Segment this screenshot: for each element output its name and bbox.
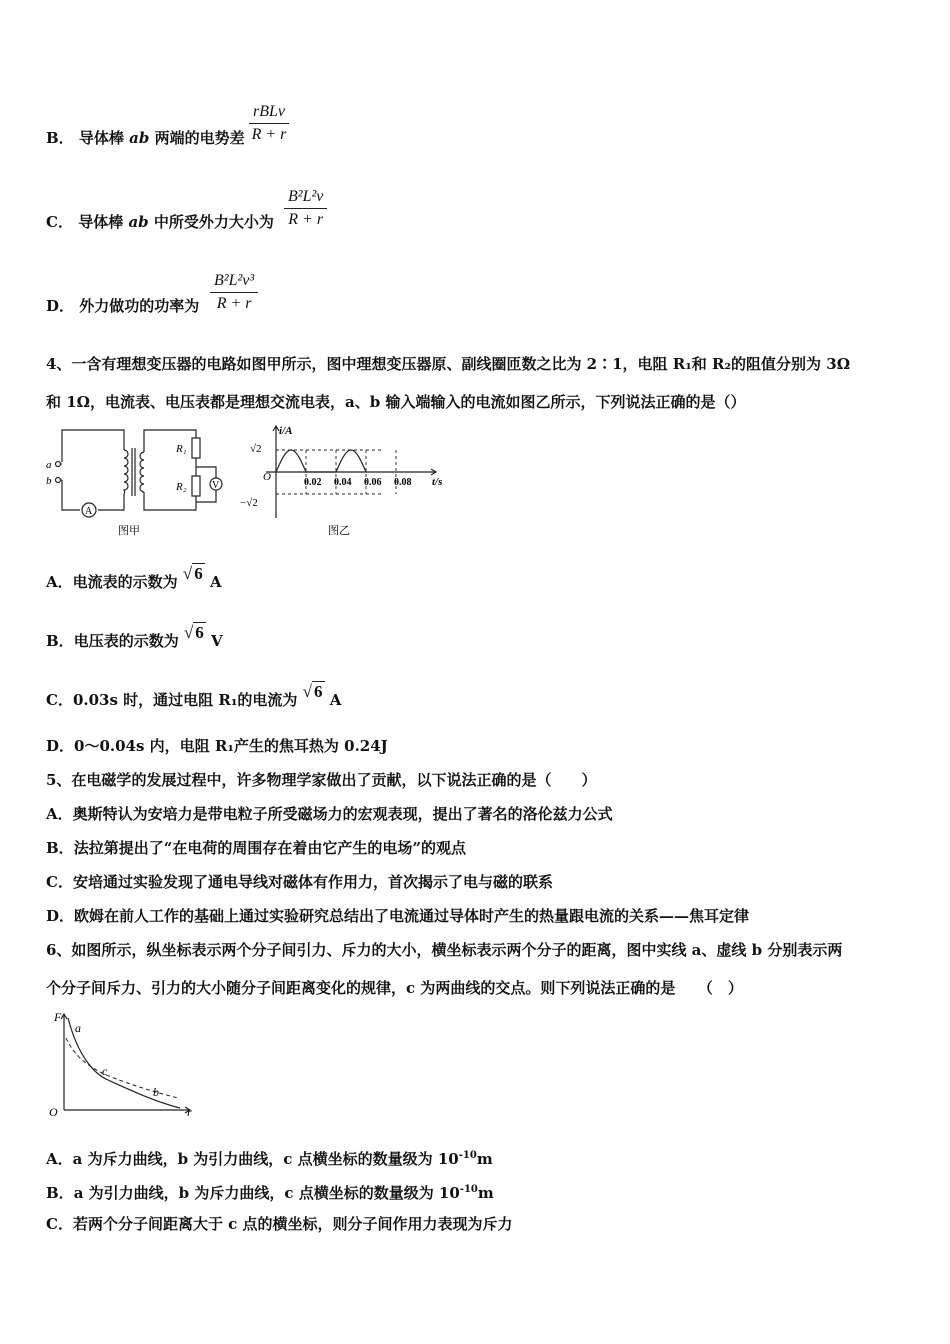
figure-yi-caption: 图乙 bbox=[328, 525, 350, 537]
q4-figure-jia bbox=[44, 422, 234, 540]
x-label: r bbox=[187, 1105, 192, 1119]
ammeter-label: A bbox=[85, 506, 93, 517]
origin-label: O bbox=[49, 1105, 58, 1119]
q6-option-b: B．a 为引力曲线，b 为斥力曲线，c 点横坐标的数量级为 $10^{-10}m$ bbox=[46, 1184, 494, 1202]
q4-option-b: B．电压表的示数为 √ 6 V bbox=[46, 623, 223, 650]
sqrt-value: √ 6 bbox=[182, 564, 203, 583]
q3-option-d: D． 外力做功的功率为 bbox=[46, 297, 200, 315]
q4-option-c: C．0.03s 时，通过电阻 R₁的电流为 √ 6 A bbox=[46, 682, 342, 709]
q3-d-fraction: $\frac{\text{B²L²v³}}{R + r}$ bbox=[210, 272, 258, 313]
sqrt-value: √ 6 bbox=[302, 682, 323, 701]
q4-stem-line1: 4、一含有理想变压器的电路如图甲所示，图中理想变压器原、副线圈匝数之比为 2∶1，电阻 R₁和 R₂的阻值分别为 3Ω bbox=[46, 355, 851, 373]
q5-option-a: A．奥斯特认为安培力是带电粒子所受磁场力的宏观表现，提出了著名的洛伦兹力公式 bbox=[46, 805, 613, 823]
q4-figure-yi bbox=[236, 422, 450, 540]
sqrt-value: √ 6 bbox=[183, 623, 204, 642]
q6-stem-line1: 6、如图所示，纵坐标表示两个分子间引力、斥力的大小，横坐标表示两个分子的距离，图中实线 a、虚线 b 分别表示两 bbox=[46, 941, 843, 959]
curve-b-label: b bbox=[153, 1085, 159, 1099]
current-waveform bbox=[276, 450, 366, 472]
terminal-a-label: a bbox=[46, 459, 52, 471]
voltmeter-label: V bbox=[212, 480, 220, 491]
x-tick-label: 0.04 bbox=[334, 477, 352, 488]
x-axis-label: t/s bbox=[432, 476, 443, 488]
q4-stem-line2: 和 1Ω，电流表、电压表都是理想交流电表，a、b 输入端输入的电流如图乙所示，下列说法正确的是（） bbox=[46, 393, 746, 411]
q3-b-fraction: rBLv R + r bbox=[249, 103, 289, 144]
q6-option-a: A．a 为斥力曲线，b 为引力曲线，c 点横坐标的数量级为 $10^{-10}m$ bbox=[46, 1150, 493, 1168]
origin-label: O bbox=[263, 471, 271, 483]
q3-option-c: C． 导体棒 ab 中所受外力大小为 bbox=[46, 213, 274, 231]
x-tick-label: 0.02 bbox=[304, 477, 322, 488]
r2-label: R₂ bbox=[176, 481, 187, 493]
r1-label: R₁ bbox=[176, 443, 187, 455]
x-tick-label: 0.08 bbox=[394, 477, 412, 488]
q5-stem: 5、在电磁学的发展过程中，许多物理学家做出了贡献，以下说法正确的是（ ） bbox=[46, 771, 597, 789]
q6-figure bbox=[44, 1008, 204, 1120]
q5-option-b: B．法拉第提出了“在电荷的周围存在着由它产生的电场”的观点 bbox=[46, 839, 466, 857]
curve-a-label: a bbox=[75, 1021, 81, 1035]
q5-option-d: D．欧姆在前人工作的基础上通过实验研究总结出了电流通过导体时产生的热量跟电流的关系——焦耳定律 bbox=[46, 907, 750, 925]
y-label: F bbox=[54, 1010, 62, 1024]
q4-option-d: D．0～0.04s 内，电阻 R₁产生的焦耳热为 0.24J bbox=[46, 737, 388, 755]
point-c-label: c bbox=[102, 1064, 108, 1078]
terminal-b-label: b bbox=[46, 475, 52, 487]
q5-option-c: C．安培通过实验发现了通电导线对磁体有作用力，首次揭示了电与磁的联系 bbox=[46, 873, 553, 891]
y-max-label: √2 bbox=[250, 443, 262, 455]
y-axis-label: i/A bbox=[279, 425, 293, 437]
y-min-label: −√2 bbox=[240, 497, 258, 509]
q6-option-c: C．若两个分子间距离大于 c 点的横坐标，则分子间作用力表现为斥力 bbox=[46, 1215, 513, 1233]
x-tick-label: 0.06 bbox=[364, 477, 382, 488]
q6-stem-line2: 个分子间斥力、引力的大小随分子间距离变化的规律，c 为两曲线的交点。则下列说法正确的是 （ ） bbox=[46, 979, 743, 997]
q3-option-b: B． 导体棒 ab 两端的电势差 bbox=[46, 129, 245, 147]
figure-jia-caption: 图甲 bbox=[118, 525, 140, 537]
q4-option-a: A．电流表的示数为 √ 6 A bbox=[46, 564, 222, 591]
q3-c-fraction: $\frac{\text{B²L²v}}{R + r}$ bbox=[284, 188, 327, 229]
